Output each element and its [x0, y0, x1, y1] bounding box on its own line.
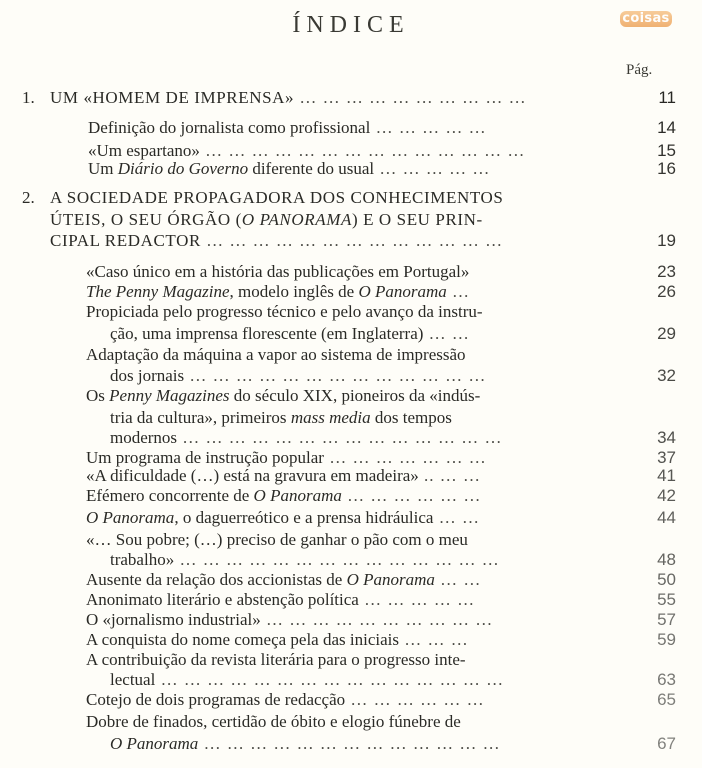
dot-leader: … … … … … … … … … … [260, 610, 494, 629]
page-number: 14 [657, 118, 676, 137]
section-title-line: Dobre de finados, certidão de óbito e elogio fúnebre de [86, 712, 461, 731]
chapter-number: 2. [22, 188, 35, 207]
italic-title: The Penny Magazine [86, 282, 230, 301]
section-title-line: lectual … … … … … … … … … … … … … … … [110, 670, 505, 689]
dot-leader: … … … … … [370, 118, 487, 137]
page-number: 48 [657, 550, 676, 569]
page-number: 34 [657, 428, 676, 447]
page-number: 63 [657, 670, 676, 689]
page-number: 44 [657, 508, 676, 527]
dot-leader: … … … … … … [341, 486, 482, 505]
section-title-line: «… Sou pobre; (…) preciso de ganhar o pão com o meu [86, 530, 468, 549]
dot-leader: … … … … … … … … … … … … … [184, 366, 487, 385]
dot-leader: … … [423, 324, 470, 343]
page-number: 16 [657, 159, 676, 178]
page-number: 23 [657, 262, 676, 281]
section-title-line: Um Diário do Governo diferente do usual … … … … … [88, 159, 491, 178]
chapter-number: 1. [22, 88, 35, 107]
page-number: 55 [657, 590, 676, 609]
dot-leader: … … … … … … … … … … … … … … [199, 141, 526, 160]
italic-title: O Panorama [253, 486, 342, 505]
section-title-line: O «jornalismo industrial» … … … … … … … … … … [86, 610, 494, 629]
dot-leader: … … … … … [374, 159, 491, 178]
page-number: 11 [658, 88, 676, 107]
section-title-line: ção, uma imprensa florescente (em Inglaterra) … … [110, 324, 470, 343]
coisas-watermark-badge: coisas [620, 11, 672, 27]
page-number: 42 [657, 486, 676, 505]
section-title-line: Os Penny Magazines do século XIX, pioneiros da «indús- [86, 386, 481, 405]
section-title-line: «A dificuldade (…) está na gravura em madeira» .. … … [86, 466, 482, 485]
section-title-line: Adaptação da máquina a vapor ao sistema de impressão [86, 345, 466, 364]
chapter-title-line: CIPAL REDACTOR … … … … … … … … … … … … … [50, 231, 504, 250]
section-title-line: Um programa de instrução popular … … … … … … … [86, 448, 487, 467]
dot-leader: … … … … … [358, 590, 476, 609]
italic-title: Penny Magazines [109, 386, 230, 405]
page-number: 15 [657, 141, 676, 160]
italic-title: O Panorama [346, 570, 435, 589]
section-title-line: Efémero concorrente de O Panorama … … … … … … [86, 486, 482, 505]
dot-leader: … … … … … … … [323, 448, 487, 467]
page-number: 37 [657, 448, 676, 467]
index-title: ÍNDICE [292, 12, 410, 38]
section-title-line: «Um espartano» … … … … … … … … … … … … … … [88, 141, 526, 160]
dot-leader: .. … … [418, 466, 482, 485]
section-title-line: Ausente da relação dos accionistas de O Panorama … … [86, 570, 482, 589]
section-title-line: Propiciada pelo progresso técnico e pelo avanço da instru- [86, 302, 483, 321]
chapter-title-line: A SOCIEDADE PROPAGADORA DOS CONHECIMENTOS [50, 188, 504, 207]
page-number: 67 [657, 734, 676, 753]
dot-leader: … … … … … … … … … … [294, 88, 527, 107]
chapter-title-line: UM «HOMEM DE IMPRENSA» … … … … … … … … … … [50, 88, 527, 107]
section-title-line: The Penny Magazine, modelo inglês de O Panorama … [86, 282, 470, 301]
italic-title: mass media [290, 408, 371, 427]
page-number: 32 [657, 366, 676, 385]
page-number: 50 [657, 570, 676, 589]
chapter-title-line: ÚTEIS, O SEU ÓRGÃO (O PANORAMA) E O SEU PRIN- [50, 210, 483, 229]
section-title-line: modernos … … … … … … … … … … … … … … [110, 428, 503, 447]
section-title-line: dos jornais … … … … … … … … … … … … … [110, 366, 487, 385]
page-number: 26 [657, 282, 676, 301]
dot-leader: … … [434, 570, 482, 589]
italic-title: O PANORAMA [241, 210, 352, 229]
dot-leader: … … … … … … … … … … … … … … … [155, 670, 505, 689]
italic-title: O Panorama [86, 508, 175, 527]
page-number: 29 [657, 324, 676, 343]
dot-leader: … [446, 282, 470, 301]
page-number: 19 [657, 231, 676, 250]
italic-title: O Panorama [358, 282, 447, 301]
section-title-line: A contribuição da revista literária para o progresso inte- [86, 650, 466, 669]
italic-title: O Panorama [110, 734, 199, 753]
section-title-line: O Panorama, o daguerreótico e a prensa hidráulica … … [86, 508, 480, 527]
dot-leader: … … [433, 508, 480, 527]
page-number: 59 [657, 630, 676, 649]
section-title-line [110, 734, 501, 754]
page-number: 57 [657, 610, 676, 629]
section-title-line: Definição do jornalista como profissional … … … … … [88, 118, 487, 137]
page-column-label: Pág. [626, 62, 653, 78]
section-title-line: trabalho» … … … … … … … … … … … … … … [110, 550, 500, 569]
dot-leader: … … … [399, 630, 469, 649]
page-number: 41 [657, 466, 676, 485]
section-title-line: Cotejo de dois programas de redacção … … … … … … [86, 690, 485, 709]
section-title-line: «Caso único em a história das publicações em Portugal» [86, 262, 470, 281]
section-title-line: A conquista do nome começa pela das iniciais … … … [86, 630, 469, 649]
dot-leader: … … … … … … … … … … … … … [198, 734, 501, 753]
dot-leader: … … … … … … [345, 690, 485, 709]
section-title-line: tria da cultura», primeiros mass media dos tempos [110, 408, 452, 427]
dot-leader: … … … … … … … … … … … … … … [177, 428, 503, 447]
dot-leader: … … … … … … … … … … … … … … [174, 550, 500, 569]
page-number: 65 [657, 690, 676, 709]
dot-leader: … … … … … … … … … … … … … [200, 231, 504, 250]
italic-title: Diário do Governo [117, 159, 249, 178]
section-title-line: Anonimato literário e abstenção política … … … … … [86, 590, 476, 609]
